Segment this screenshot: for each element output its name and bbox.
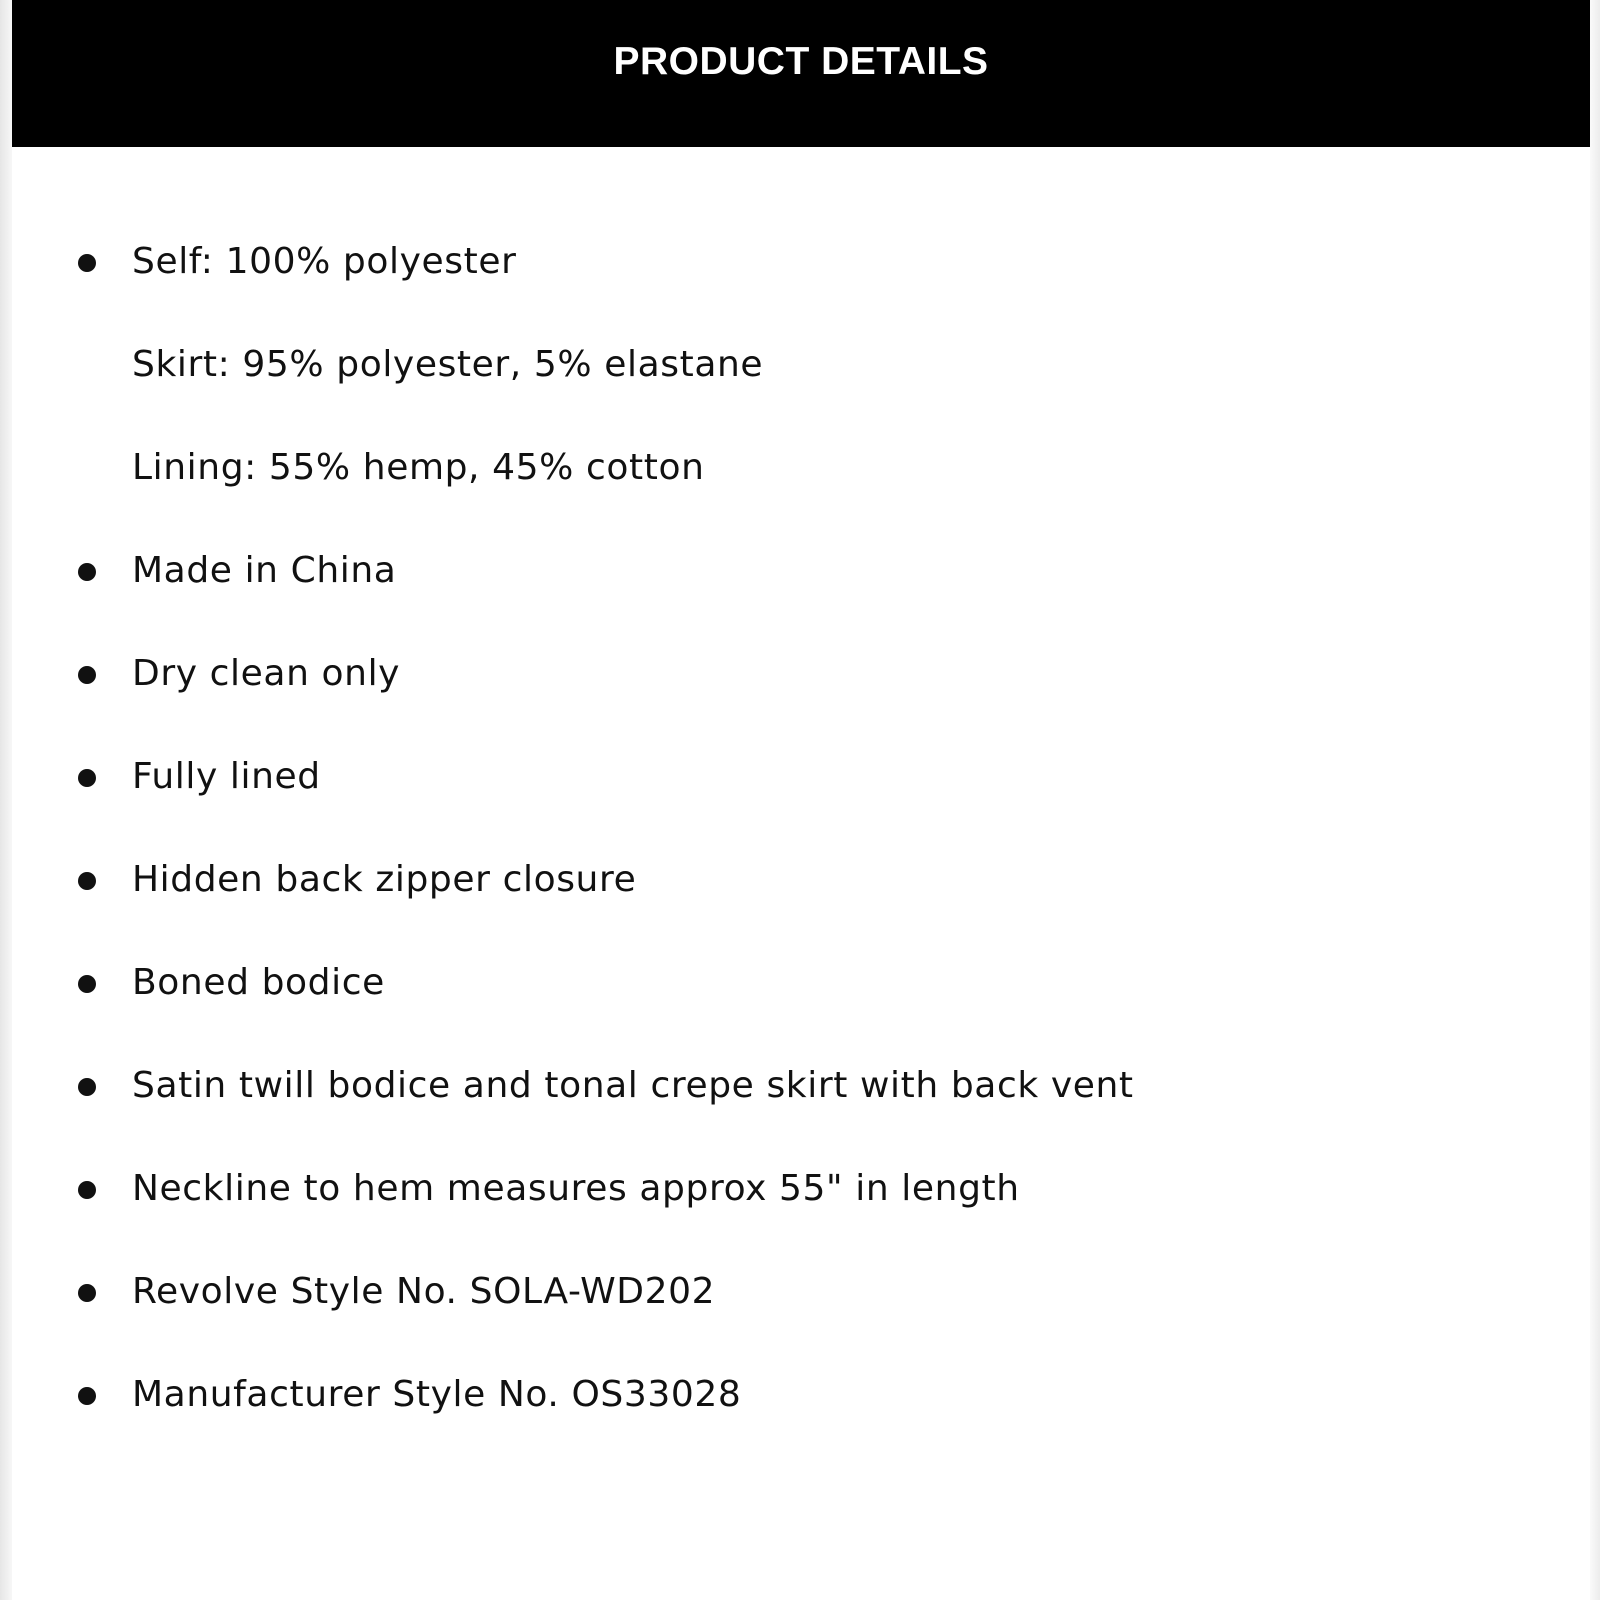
detail-item [0, 1240, 1600, 1343]
detail-text: Dry clean only [132, 653, 401, 694]
detail-item [0, 931, 1600, 1034]
detail-text: Made in China [132, 550, 397, 591]
bullet-icon [78, 1181, 96, 1199]
section-title: PRODUCT DETAILS [613, 40, 989, 83]
detail-item [0, 1137, 1600, 1240]
detail-item [0, 828, 1600, 931]
detail-item [0, 519, 1600, 622]
bullet-icon [78, 975, 96, 993]
detail-text: Revolve Style No. SOLA-WD202 [132, 1271, 716, 1312]
detail-item [0, 1034, 1600, 1137]
detail-text: Boned bodice [132, 962, 385, 1003]
bullet-icon [78, 254, 96, 272]
bullet-icon [78, 563, 96, 581]
bullet-icon [78, 769, 96, 787]
bullet-icon [78, 1078, 96, 1096]
detail-item [0, 416, 1600, 519]
bullet-icon [78, 1387, 96, 1405]
detail-item [0, 1343, 1600, 1446]
detail-text: Neckline to hem measures approx 55" in length [132, 1168, 1020, 1209]
bullet-icon [78, 666, 96, 684]
product-details-list [0, 210, 1600, 1446]
detail-item [0, 210, 1600, 313]
bullet-icon [78, 872, 96, 890]
detail-text: Self: 100% polyester [132, 241, 517, 282]
detail-item [0, 313, 1600, 416]
detail-item [0, 622, 1600, 725]
detail-text: Skirt: 95% polyester, 5% elastane [132, 344, 764, 385]
bullet-icon [78, 1284, 96, 1302]
detail-text: Fully lined [132, 756, 321, 797]
product-details-header[interactable] [12, 0, 1590, 147]
detail-text: Hidden back zipper closure [132, 859, 637, 900]
detail-text: Manufacturer Style No. OS33028 [132, 1374, 742, 1415]
detail-item [0, 725, 1600, 828]
detail-text: Lining: 55% hemp, 45% cotton [132, 447, 705, 488]
detail-text: Satin twill bodice and tonal crepe skirt with back vent [132, 1065, 1134, 1106]
